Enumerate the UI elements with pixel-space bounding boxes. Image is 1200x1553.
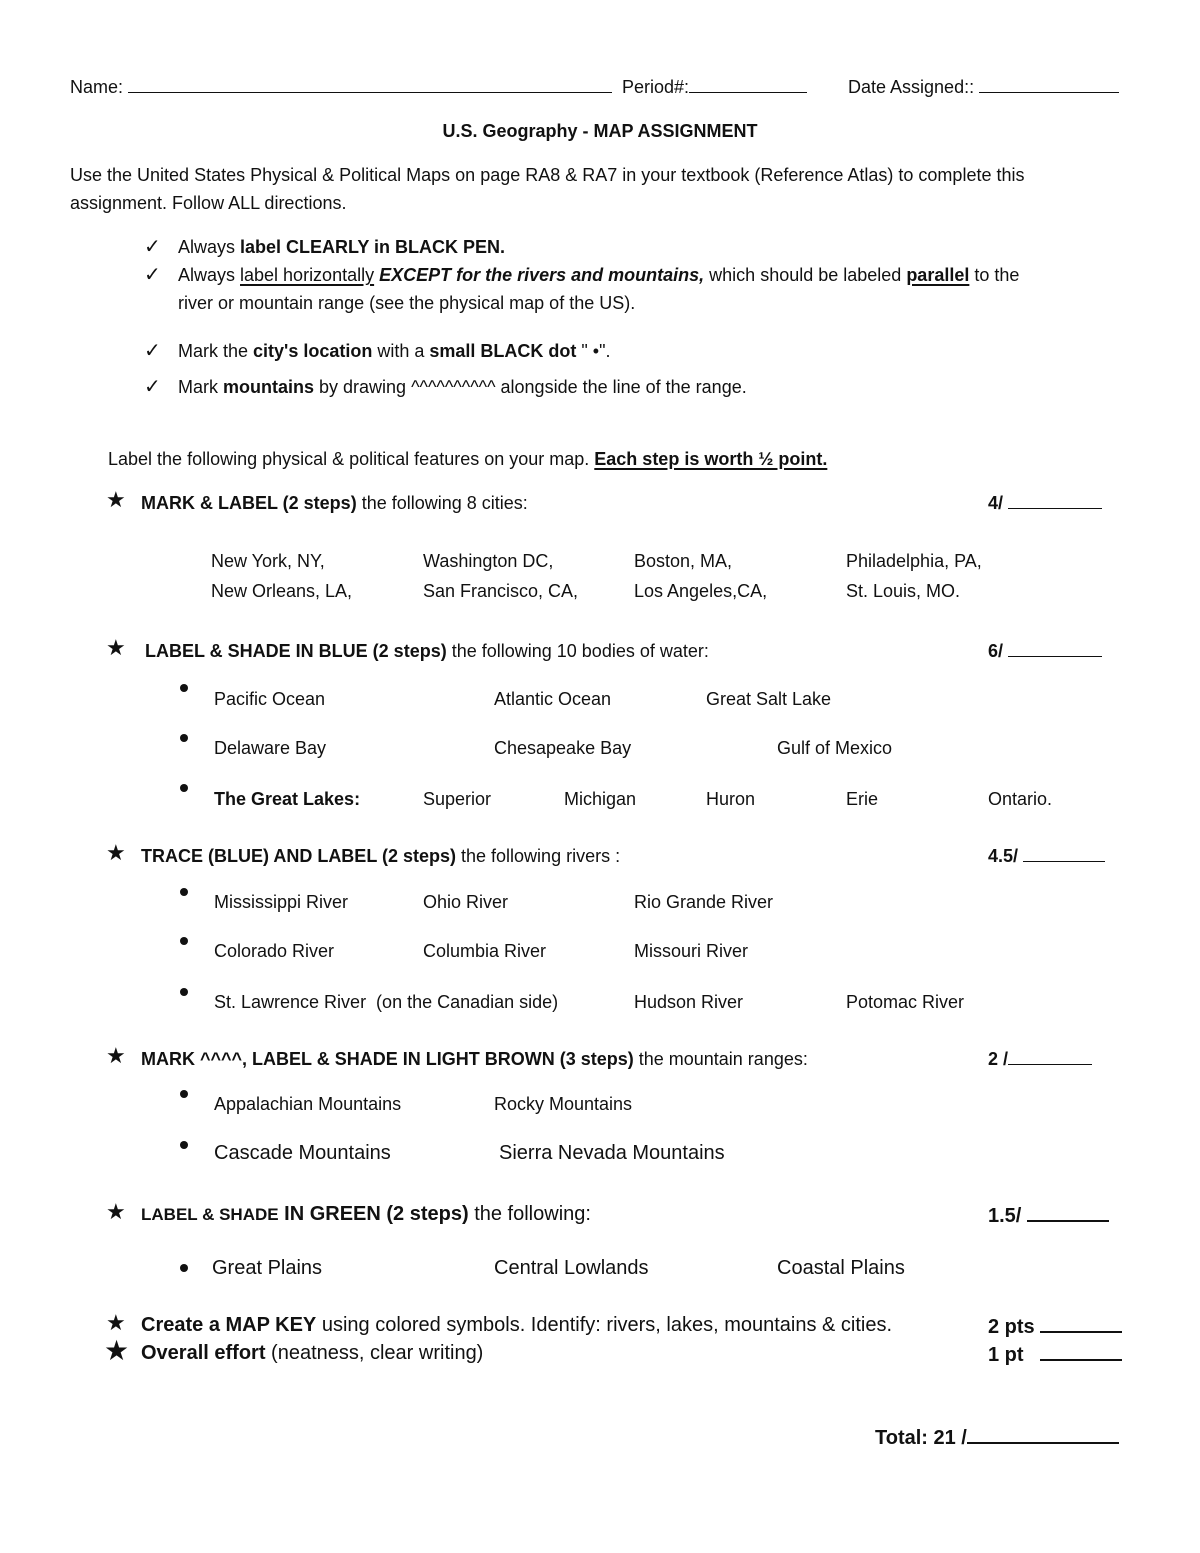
bullet-icon xyxy=(180,1090,188,1098)
score-blank[interactable] xyxy=(1040,1341,1122,1361)
rule-1: Always label CLEARLY in BLACK PEN. xyxy=(178,237,506,257)
period-label: Period#: xyxy=(622,77,690,97)
great-lakes-label: The Great Lakes: xyxy=(214,789,361,809)
rule-2-continued: river or mountain range (see the physical map of the US). xyxy=(178,293,636,313)
water-item: Great Salt Lake xyxy=(706,689,832,709)
mountain-item: Cascade Mountains xyxy=(214,1142,391,1164)
city-item: Washington DC, xyxy=(423,551,554,571)
water-item: Gulf of Mexico xyxy=(777,738,893,758)
mountains-score[interactable]: 2 / xyxy=(988,1048,1092,1070)
river-item: Potomac River xyxy=(846,992,965,1012)
period-field[interactable] xyxy=(622,76,807,98)
intro-line-2: assignment. Follow ALL directions. xyxy=(70,193,347,213)
effort-task: Overall effort (neatness, clear writing) xyxy=(141,1342,484,1364)
lake-item: Superior xyxy=(423,789,492,809)
region-item: Great Plains xyxy=(212,1257,323,1279)
check-icon: ✓ xyxy=(144,264,161,286)
river-item: Rio Grande River xyxy=(634,892,774,912)
score-blank[interactable] xyxy=(1040,1313,1122,1333)
water-item: Atlantic Ocean xyxy=(494,689,612,709)
lake-item: Huron xyxy=(706,789,756,809)
check-icon: ✓ xyxy=(144,236,161,258)
bullet-icon xyxy=(180,1141,188,1149)
mountain-item: Rocky Mountains xyxy=(494,1094,633,1114)
total-score[interactable]: Total: 21 / xyxy=(875,1424,1119,1450)
rivers-score[interactable]: 4.5/ xyxy=(988,845,1105,867)
rule-3: Mark the city's location with a small BLACK dot " •". xyxy=(178,341,611,361)
river-item: Colorado River xyxy=(214,941,335,961)
total-blank[interactable] xyxy=(967,1424,1119,1444)
lake-item: Erie xyxy=(846,789,879,809)
region-item: Coastal Plains xyxy=(777,1257,905,1279)
river-item: Hudson River xyxy=(634,992,744,1012)
city-item: Boston, MA, xyxy=(634,551,733,571)
map-key-score[interactable]: 2 pts xyxy=(988,1313,1122,1339)
label-instructions: Label the following physical & political features on your map. Each step is worth ½ point. xyxy=(108,449,828,469)
star-icon: ★ xyxy=(106,487,126,512)
score-blank[interactable] xyxy=(1023,845,1105,862)
star-icon: ★ xyxy=(106,840,126,865)
city-item: San Francisco, CA, xyxy=(423,581,579,601)
star-icon: ★ xyxy=(106,1043,126,1068)
river-item: St. Lawrence River (on the Canadian side) xyxy=(214,992,559,1012)
name-field[interactable] xyxy=(70,76,612,98)
cities-heading: MARK & LABEL (2 steps) the following 8 cities: xyxy=(141,493,528,513)
water-item: Chesapeake Bay xyxy=(494,738,632,758)
river-item: Mississippi River xyxy=(214,892,349,912)
mountain-item: Sierra Nevada Mountains xyxy=(499,1142,725,1164)
river-item: Ohio River xyxy=(423,892,509,912)
star-icon: ★ xyxy=(106,635,126,660)
bullet-icon xyxy=(180,1264,188,1272)
score-blank[interactable] xyxy=(1027,1202,1109,1222)
star-icon: ★ xyxy=(106,1199,126,1224)
page-title: U.S. Geography - MAP ASSIGNMENT xyxy=(442,121,758,141)
mountain-item: Appalachian Mountains xyxy=(214,1094,402,1114)
intro-line-1: Use the United States Physical & Political Maps on page RA8 & RA7 in your textbook (Reference Atlas) to complete this xyxy=(70,165,1025,185)
city-item: St. Louis, MO. xyxy=(846,581,961,601)
bullet-icon xyxy=(180,684,188,692)
city-item: New York, NY, xyxy=(211,551,325,571)
water-item: Delaware Bay xyxy=(214,738,327,758)
water-score[interactable]: 6/ xyxy=(988,640,1102,662)
green-score[interactable]: 1.5/ xyxy=(988,1202,1109,1228)
rule-2: Always label horizontally EXCEPT for the rivers and mountains, which should be labeled parallel to the xyxy=(178,265,1020,285)
score-blank[interactable] xyxy=(1008,492,1102,509)
star-icon: ★ xyxy=(106,1310,126,1335)
name-label: Name: xyxy=(70,77,124,97)
date-label: Date Assigned:: xyxy=(848,77,975,97)
bullet-icon xyxy=(180,734,188,742)
bullet-icon xyxy=(180,937,188,945)
map-key-task: Create a MAP KEY using colored symbols. Identify: rivers, lakes, mountains & cities. xyxy=(141,1314,893,1336)
lake-item: Ontario. xyxy=(988,789,1053,809)
city-item: Philadelphia, PA, xyxy=(846,551,982,571)
star-icon: ★ xyxy=(104,1335,130,1366)
check-icon: ✓ xyxy=(144,376,161,398)
bullet-icon xyxy=(180,784,188,792)
region-item: Central Lowlands xyxy=(494,1257,649,1279)
effort-score[interactable]: 1 pt xyxy=(988,1341,1122,1367)
period-blank[interactable] xyxy=(689,76,807,93)
check-icon: ✓ xyxy=(144,340,161,362)
river-item: Columbia River xyxy=(423,941,547,961)
date-field[interactable] xyxy=(848,76,1119,98)
date-blank[interactable] xyxy=(979,76,1119,93)
city-item: Los Angeles,CA, xyxy=(634,581,768,601)
cities-score[interactable]: 4/ xyxy=(988,492,1102,514)
lake-item: Michigan xyxy=(564,789,637,809)
score-blank[interactable] xyxy=(1008,640,1102,657)
water-heading: LABEL & SHADE IN BLUE (2 steps) the following 10 bodies of water: xyxy=(145,641,709,661)
water-item: Pacific Ocean xyxy=(214,689,326,709)
score-blank[interactable] xyxy=(1008,1048,1092,1065)
river-item: Missouri River xyxy=(634,941,749,961)
name-blank[interactable] xyxy=(128,76,612,93)
rivers-heading: TRACE (BLUE) AND LABEL (2 steps) the following rivers : xyxy=(141,846,621,866)
rule-4: Mark mountains by drawing ^^^^^^^^^^ alongside the line of the range. xyxy=(178,377,747,397)
bullet-icon xyxy=(180,988,188,996)
green-heading: LABEL & SHADE IN GREEN (2 steps) the following: xyxy=(141,1203,591,1225)
city-item: New Orleans, LA, xyxy=(211,581,353,601)
mountains-heading: MARK ^^^^, LABEL & SHADE IN LIGHT BROWN (3 steps) the mountain ranges: xyxy=(141,1049,808,1069)
bullet-icon xyxy=(180,888,188,896)
